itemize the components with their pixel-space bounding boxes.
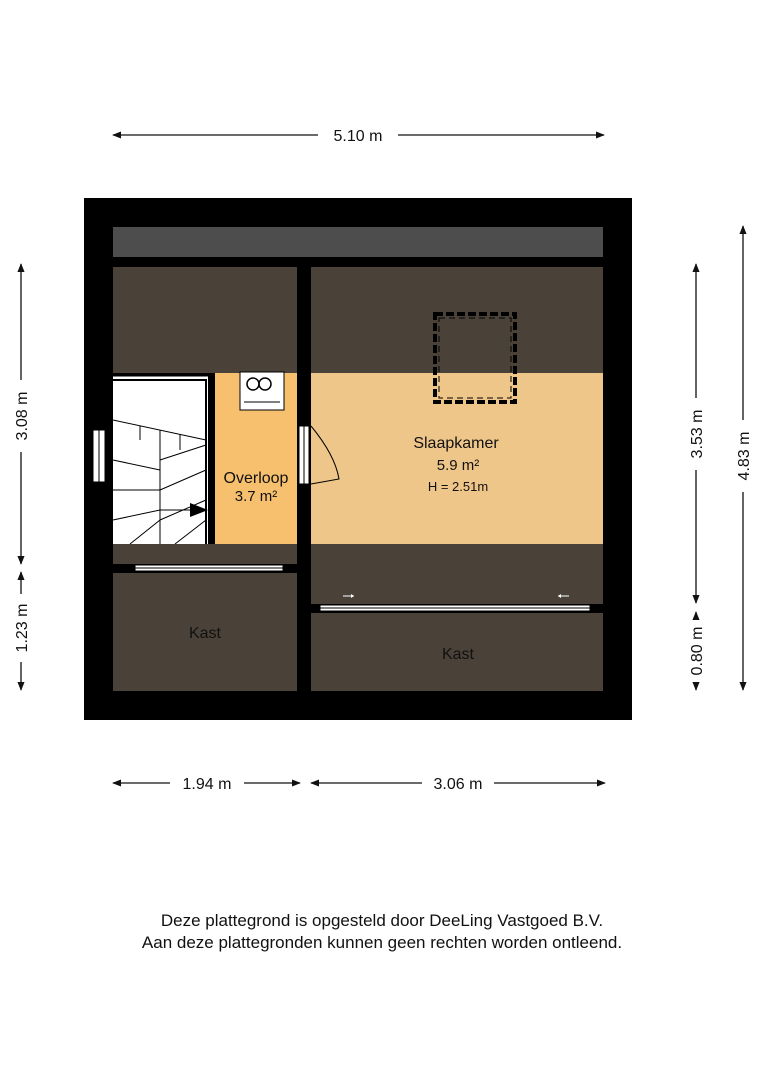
kast-right-name: Kast [441, 646, 475, 663]
low-ceiling-left [113, 267, 297, 373]
low-ceiling-right [311, 267, 603, 373]
window-left-wall [93, 430, 105, 482]
boiler-icon [240, 372, 284, 410]
sliding-door-kast-left [135, 565, 283, 571]
dim-bottom-right-width: 3.06 m [433, 776, 483, 793]
kast-left-name: Kast [188, 625, 222, 642]
dim-left-lower-height: 1.23 m [14, 603, 31, 653]
low-ceiling-left-bottom [113, 544, 297, 564]
dim-bottom-left-width: 1.94 m [182, 776, 232, 793]
dim-top-width: 5.10 m [333, 128, 383, 145]
footer-line-2: Aan deze plattegronden kunnen geen rechten worden ontleend. [141, 933, 623, 952]
dim-right-inner-lower-height: 0.80 m [689, 626, 706, 676]
footer-line-1: Deze plattegrond is opgesteld door DeeLing Vastgoed B.V. [160, 911, 604, 930]
overloop-area: 3.7 m² [234, 488, 278, 505]
building [84, 198, 632, 720]
low-ceiling-right-bottom [311, 544, 603, 604]
staircase [113, 376, 215, 544]
dim-right-outer-height: 4.83 m [736, 431, 753, 481]
slaapkamer-name: Slaapkamer [413, 435, 499, 452]
slaapkamer-area: 5.9 m² [436, 457, 480, 474]
slaapkamer-height: H = 2.51m [427, 479, 489, 494]
dim-right-inner-upper-height: 3.53 m [689, 409, 706, 459]
dim-left-upper-height: 3.08 m [14, 391, 31, 441]
overloop-name: Overloop [223, 470, 289, 487]
roof-strip [113, 227, 603, 257]
